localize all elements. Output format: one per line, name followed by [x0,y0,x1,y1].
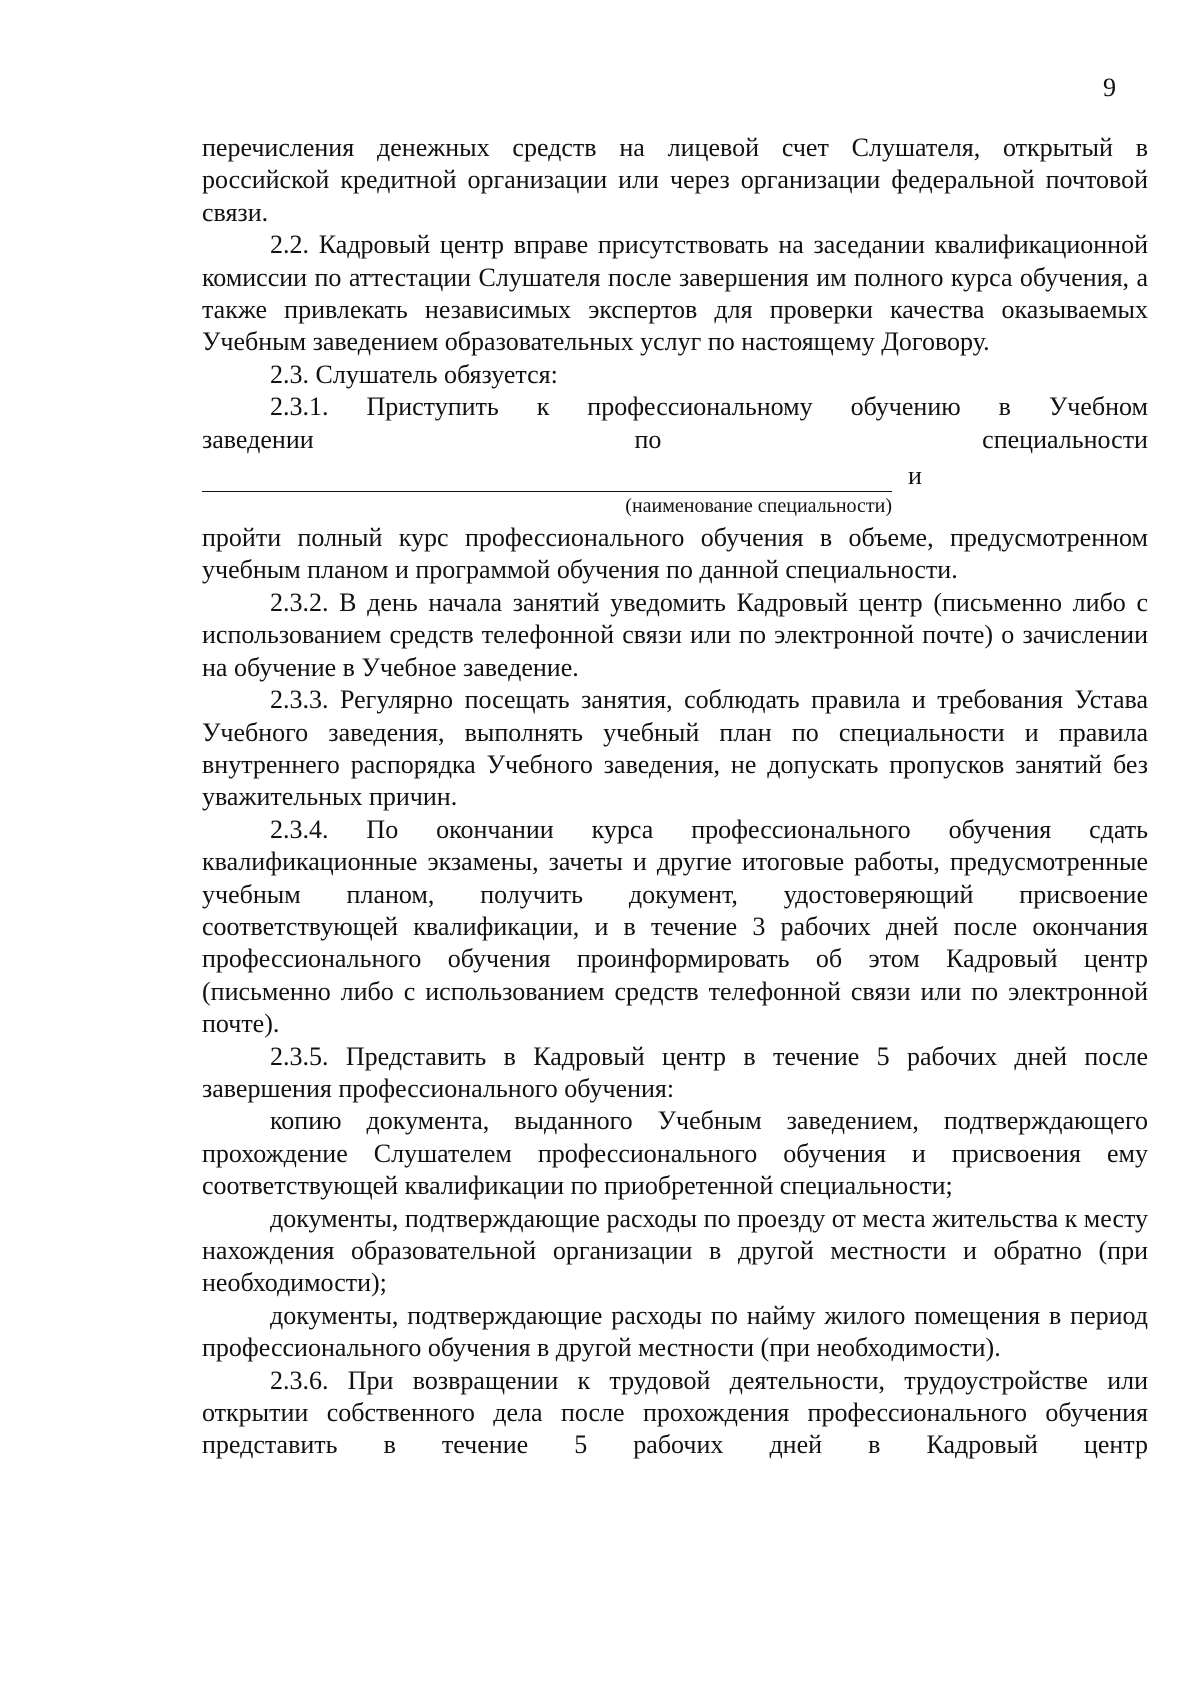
document-body [202,132,1148,1462]
paragraph-document-copy: копию документа, выданного Учебным заведением, подтверждающего прохождение Слушателем профессионального обучения и присвоения ему соответствующей квалификации по приобретенной специальности; [202,1106,1148,1201]
paragraph-2-3-4: 2.3.4. По окончании курса профессионального обучения сдать квалификационные экзамены, зачеты и другие итоговые работы, предусмотренные учебным планом, получить документ, удостоверяющий присвоение соответствующей квалификации, и в течение 3 рабочих дней после окончания профессионального обучения проинформировать об этом Кадровый центр (письменно либо с использованием средств телефонной связи или по электронной почте). [202,814,1148,1039]
word-specialnosti: специальности [982,424,1148,454]
paragraph-2-3-1-line2 [202,424,1148,456]
blank-suffix-i: и [908,461,922,491]
paragraph-2-3-1-rest: пройти полный курс профессионального обучения в объеме, предусмотренном учебным планом и программой обучения по данной специальности. [202,523,1148,585]
word-zavedenii: заведении [202,424,314,454]
paragraph-travel-expenses: документы, подтверждающие расходы по проезду от места жительства к месту нахождения образовательной организации в другой местности и обратно (при необходимости); [202,1203,1148,1298]
paragraph-2-2: 2.2. Кадровый центр вправе присутствовать на заседании квалификационной комиссии по аттестации Слушателя после завершения им полного курса обучения, а также привлекать независимых экспертов для проверки качества оказываемых Учебным заведением образовательных услуг по настоящему Договору. [202,230,1148,357]
specialty-blank-caption: (наименование специальности) [625,495,892,518]
paragraph-2-3-2: 2.3.2. В день начала занятий уведомить Кадровый центр (письменно либо с использованием средств телефонной связи или по электронной почте) о зачислении на обучение в Учебное заведение. [202,587,1148,682]
paragraph-2-3-5: 2.3.5. Представить в Кадровый центр в течение 5 рабочих дней после завершения профессионального обучения: [202,1041,1148,1103]
paragraph-payment-transfer: перечисления денежных средств на лицевой счет Слушателя, открытый в российской кредитной организации или через организации федеральной почтовой связи. [202,133,1148,227]
word-po: по [634,424,662,454]
paragraph-2-3-3: 2.3.3. Регулярно посещать занятия, соблюдать правила и требования Устава Учебного заведения, выполнять учебный план по специальности и правила внутреннего распорядка Учебного заведения, не допускать пропусков занятий без уважительных причин. [202,685,1148,812]
specialty-blank-field[interactable] [202,465,892,492]
paragraph-2-3-6: 2.3.6. При возвращении к трудовой деятельности, трудоустройстве или открытии собственного дела после прохождения профессионального обучения представить в течение 5 рабочих дней в Кадровый центр [202,1365,1148,1460]
paragraph-2-3-1 [202,391,1148,587]
paragraph-2-3: 2.3. Слушатель обязуется: [270,359,558,389]
page-number: 9 [1103,73,1116,102]
paragraph-2-3-1-line1: 2.3.1. Приступить к профессиональному обучению в Учебном [270,392,1148,422]
paragraph-housing-expenses: документы, подтверждающие расходы по найму жилого помещения в период профессионального обучения в другой местности (при необходимости). [202,1300,1148,1363]
specialty-blank-row [202,458,1148,492]
